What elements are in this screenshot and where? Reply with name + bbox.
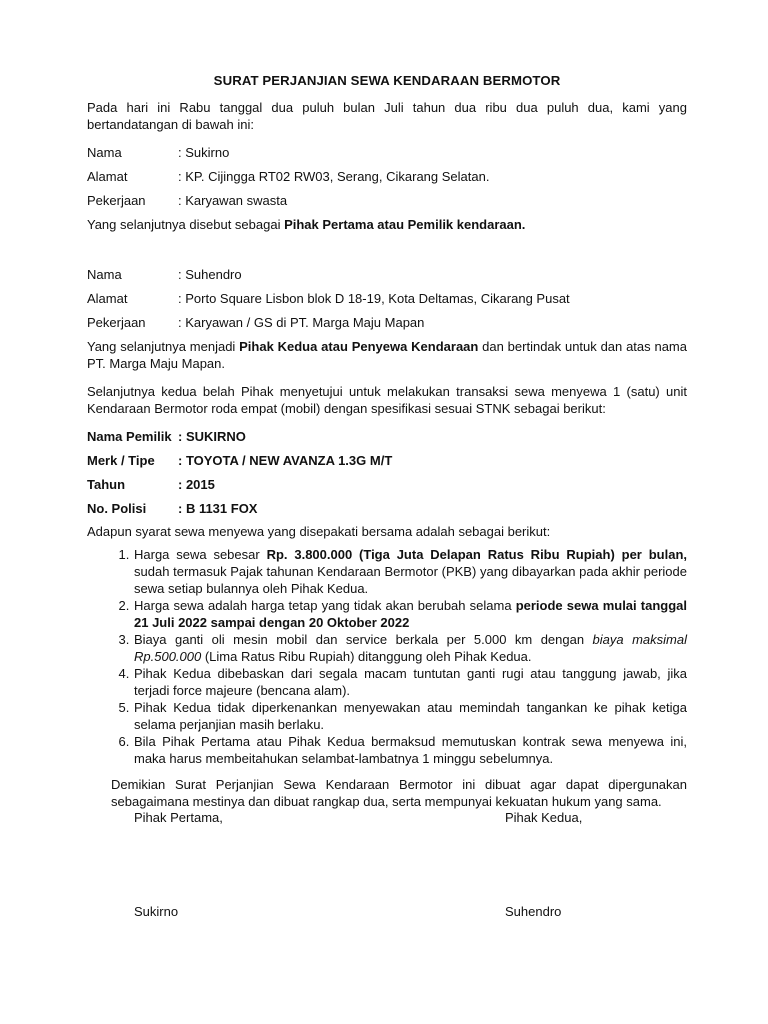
job-label: Pekerjaan — [87, 193, 146, 208]
terms-list — [87, 546, 687, 767]
year-value: : 2015 — [178, 477, 215, 492]
job-value: : Karyawan swasta — [178, 193, 288, 208]
agreement-intro: Selanjutnya kedua belah Pihak menyetujui untuk melakukan transaksi sewa menyewa 1 (satu) unit Kendaraan Bermotor roda empat (mobil) dengan spesifikasi sesuai STNK sebagai berikut: — [87, 384, 687, 416]
name-label: Nama — [87, 267, 122, 282]
owner-value: : SUKIRNO — [178, 429, 246, 444]
second-party-signature-label: Pihak Kedua, — [505, 810, 583, 825]
address-label: Alamat — [87, 169, 128, 184]
brand-label: Merk / Tipe — [87, 453, 155, 468]
name-label: Nama — [87, 145, 122, 160]
closing-paragraph: Demikian Surat Perjanjian Sewa Kendaraan Bermotor ini dibuat agar dapat dipergunakan sebagaimana mestinya dan dibuat rangkap dua, serta mempunyai kekuatan hukum yang sama. — [111, 777, 687, 809]
plate-label: No. Polisi — [87, 501, 147, 516]
year-label: Tahun — [87, 477, 126, 492]
second-party-signature-name: Suhendro — [505, 904, 562, 919]
plate-value: : B 1131 FOX — [178, 501, 258, 516]
term-item: 5. Pihak Kedua tidak diperkenankan menyewakan atau memindah tangankan ke pihak ketiga selama perjanjian masih berlaku. — [133, 699, 687, 733]
first-party-name-row — [87, 144, 687, 161]
name-value: : Sukirno — [178, 145, 230, 160]
first-party-address-row — [87, 168, 687, 185]
first-party-signature-name: Sukirno — [134, 904, 179, 919]
vehicle-owner-row — [87, 428, 687, 445]
term-item: 4. Pihak Kedua dibebaskan dari segala macam tuntutan ganti rugi atau tanggung jawab, jika terjadi force majeure (bencana alam). — [133, 665, 687, 699]
second-party-block — [87, 266, 687, 372]
terms-intro: Adapun syarat sewa menyewa yang disepakati bersama adalah sebagai berikut: — [87, 524, 551, 539]
term-item: 2. Harga sewa adalah harga tetap yang tidak akan berubah selama periode sewa mulai tanggal 21 Juli 2022 sampai dengan 20 Oktober 2022 — [133, 597, 687, 631]
first-party-job-row — [87, 192, 687, 209]
vehicle-spec-block — [87, 428, 687, 517]
name-value: : Suhendro — [178, 267, 242, 282]
first-party-note: Yang selanjutnya disebut sebagai Pihak Pertama atau Pemilik kendaraan. — [87, 217, 526, 232]
first-party-signature-label: Pihak Pertama, — [134, 810, 223, 825]
document-title: SURAT PERJANJIAN SEWA KENDARAAN BERMOTOR — [213, 73, 561, 88]
address-label: Alamat — [87, 291, 128, 306]
job-value: : Karyawan / GS di PT. Marga Maju Mapan — [178, 315, 425, 330]
second-party-name-row — [87, 266, 687, 283]
second-party-role: Pihak Kedua atau Penyewa Kendaraan — [239, 339, 479, 354]
first-party-block — [87, 144, 687, 233]
brand-value: : TOYOTA / NEW AVANZA 1.3G M/T — [178, 453, 393, 468]
second-party-note: Yang selanjutnya menjadi Pihak Kedua atau Penyewa Kendaraan dan bertindak untuk dan atas nama PT. Marga Maju Mapan. — [87, 339, 687, 371]
second-party-job-row — [87, 314, 687, 331]
job-label: Pekerjaan — [87, 315, 146, 330]
second-party-address-row — [87, 290, 687, 307]
address-value: : Porto Square Lisbon blok D 18-19, Kota Deltamas, Cikarang Pusat — [178, 291, 570, 306]
vehicle-brand-row — [87, 452, 687, 469]
vehicle-year-row — [87, 476, 687, 493]
term-item: 3. Biaya ganti oli mesin mobil dan service berkala per 5.000 km dengan biaya maksimal Rp.500.000 (Lima Ratus Ribu Rupiah) ditanggung oleh Pihak Kedua. — [133, 631, 687, 665]
first-party-role: Pihak Pertama atau Pemilik kendaraan. — [284, 217, 526, 232]
agreement-document — [87, 72, 687, 810]
address-value: : KP. Cijingga RT02 RW03, Serang, Cikarang Selatan. — [178, 169, 490, 184]
vehicle-plate-row — [87, 500, 687, 517]
opening-paragraph: Pada hari ini Rabu tanggal dua puluh bulan Juli tahun dua ribu dua puluh dua, kami yang bertandatangan di bawah ini: — [87, 100, 687, 132]
term-item: 1. Harga sewa sebesar Rp. 3.800.000 (Tiga Juta Delapan Ratus Ribu Rupiah) per bulan, sudah termasuk Pajak tahunan Kendaraan Bermotor (PKB) yang dibayarkan pada akhir periode sewa setiap bulannya oleh Pihak Kedua. — [133, 546, 687, 597]
term-item: 6. Bila Pihak Pertama atau Pihak Kedua bermaksud memutuskan kontrak sewa menyewa ini, maka harus membeitahukan selambat-lambatnya 1 minggu sebelumnya. — [133, 733, 687, 767]
owner-label: Nama Pemilik — [87, 429, 172, 444]
